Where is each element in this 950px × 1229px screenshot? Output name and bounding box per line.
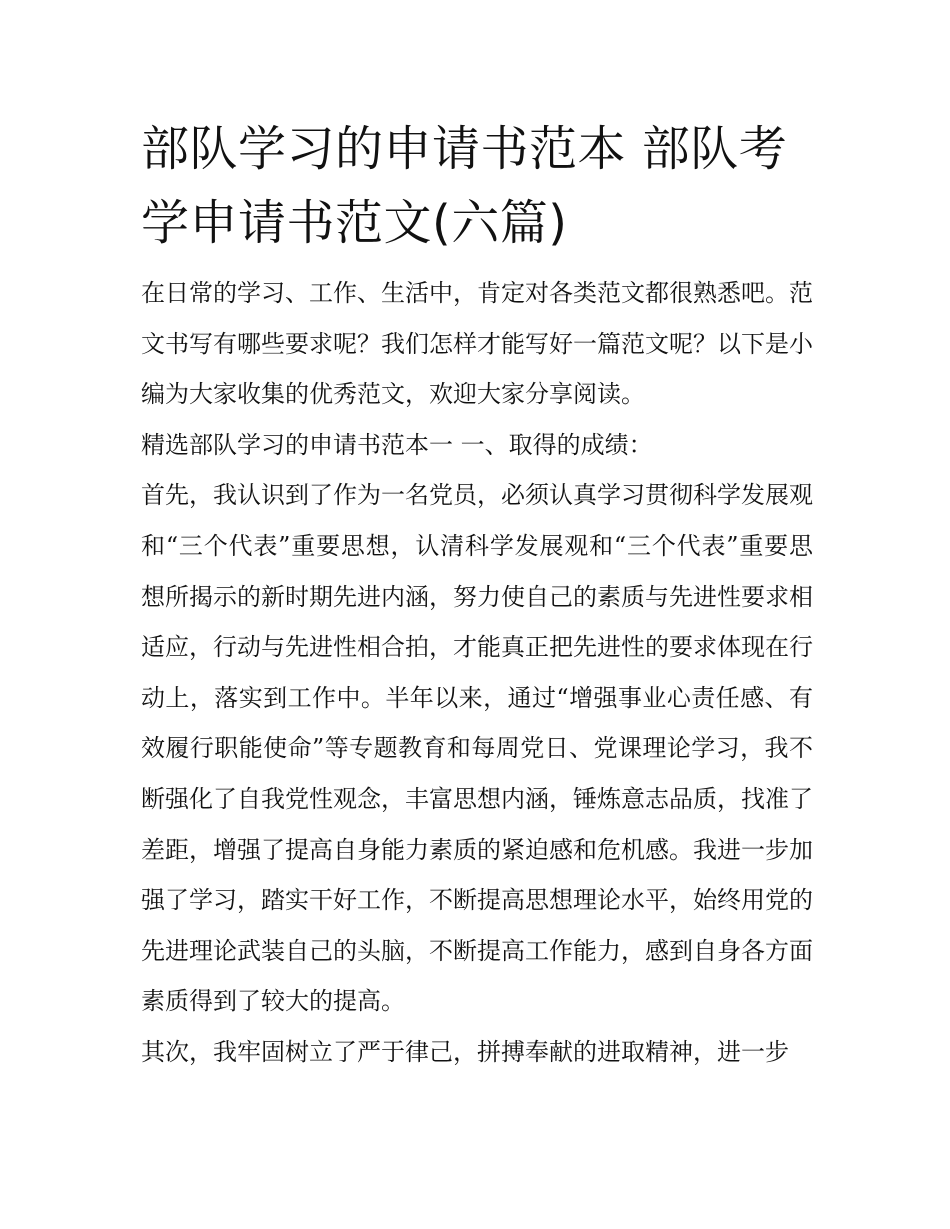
section-heading-paragraph: 精选部队学习的申请书范本一 一、取得的成绩： — [141, 430, 653, 459]
first-point-paragraph: 首先，我认识到了作为一名党员，必须认真学习贯彻科学发展观和“三个代表”重要思想，认清科学发展观和“三个代表”重要思想所揭示的新时期先进内涵，努力使自己的素质与先进性要求相适应，行动与先进性相合拍，才能真正把先进性的要求体现在行动上，落实到工作中。半年以来，通过“增强事业心责任感、有效履行职能使命”等专题教育和每周党日、党课理论学习，我不断强化了自我党性观念，丰富思想内涵，锤炼意志品质，找准了差距，增强了提高自身能力素质的紧迫感和危机感。我进一步加强了学习，踏实干好工作，不断提高思想理论水平，始终用党的先进理论武装自己的头脑，不断提高工作能力，感到自身各方面素质得到了较大的提高。 — [141, 481, 813, 1016]
document-title: 部队学习的申请书范本 部队考学申请书范文(六篇) — [141, 121, 788, 251]
second-point-paragraph: 其次，我牢固树立了严于律己，拼搏奉献的进取精神，进一步 — [141, 1037, 789, 1066]
document-body — [141, 112, 813, 1078]
intro-paragraph: 在日常的学习、工作、生活中，肯定对各类范文都很熟悉吧。范文书写有哪些要求呢？我们怎样才能写好一篇范文呢？以下是小编为大家收集的优秀范文，欢迎大家分享阅读。 — [141, 279, 813, 409]
